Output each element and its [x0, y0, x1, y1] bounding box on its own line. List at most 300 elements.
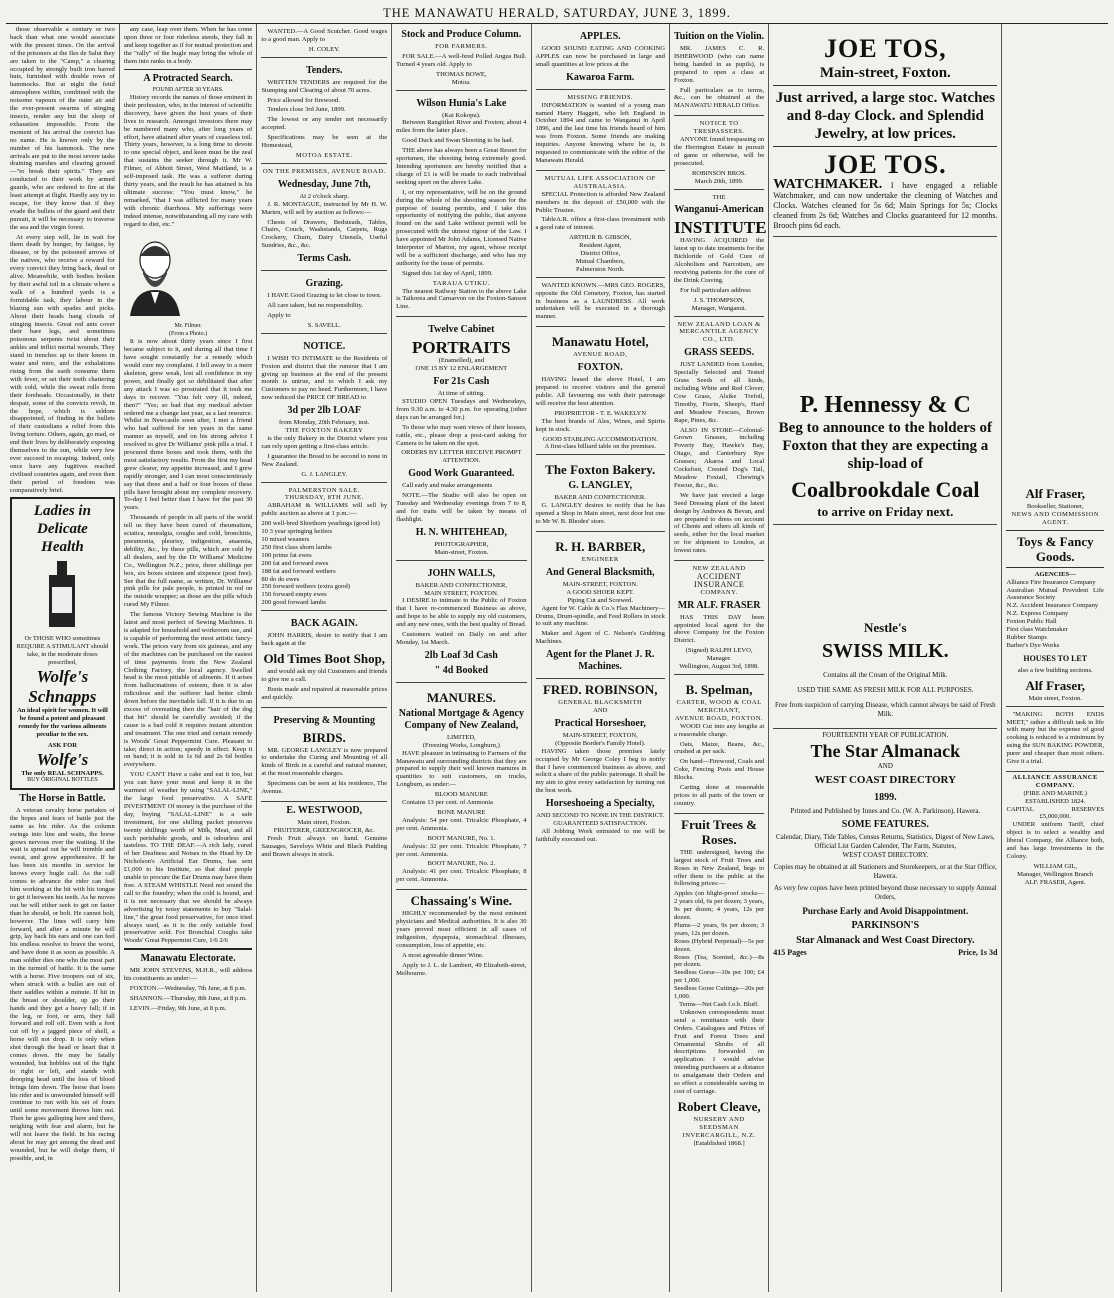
- ad-text: Contains all the Cream of the Original Milk.: [823, 671, 948, 679]
- ad-text: Main-street, Foxton.: [434, 548, 489, 556]
- ad-text: BONE MANURE: [437, 809, 486, 816]
- ad-headline: Purchase Early and Avoid Disappointment.: [802, 906, 969, 916]
- ad-text: MAIN-STREET, FOXTON.: [562, 580, 638, 588]
- ad-headline: " 4d Booked: [434, 664, 489, 676]
- ad-text: is the only Bakery in the District where you can rely upon getting a first-class article.: [261, 435, 388, 450]
- institute-ad: [673, 192, 767, 317]
- ad-text: PALMERSTON SALE.: [288, 486, 360, 494]
- column-7: [769, 24, 1002, 1292]
- manawatu-hotel-ad: [536, 329, 665, 455]
- lot-item: 100 prime fat ewes: [261, 551, 312, 559]
- ad-text: HAVING leased the above Hotel, I am prepared to receive visitors and the general public. All favouring me with their patronage will receive the best attention.: [535, 376, 665, 407]
- ad-text: I WISH TO INTIMATE to the Residents of Foxton and district that the rumour that I am giving up business at the end of the present month is untrue, and to which I ask my Customers to pay no heed. Furthermore, I have now reduced the PRICE OF BREAD to: [261, 354, 388, 402]
- ad-text: TableA.R. offers a first-class investment with a good rate of interest.: [535, 216, 665, 232]
- capital-label: CAPITAL: [1006, 805, 1034, 813]
- ad-signature: ALF. FRASER, Agent.: [1024, 878, 1086, 886]
- ad-text: The nearest Railway Station to the above Lake is Taikorea and Carnarvon on the Foxton-Sanson Line.: [396, 287, 527, 311]
- ad-headline: 1899.: [874, 792, 897, 803]
- hennessy-coal-ad: [773, 389, 997, 525]
- ad-headline: G. LANGLEY,: [568, 480, 633, 492]
- column-4: [392, 24, 531, 1292]
- blank-space: [773, 239, 997, 389]
- fruit-trees-ad: [674, 817, 764, 1148]
- ad-text: Manager.: [706, 655, 732, 663]
- ad-headline: The Star Almanack: [810, 741, 961, 761]
- article-text: Thousands of people in all parts of the world tell us they have been cured of rheumatism, sciatica, neuralgia, coughs and cold, bronchitis, pneumonia, pleurisy, indigestion, anaemia, debility, &c., by these pills, which are sold by all dealers, and by the Dr Williams' Medicine Co., Wellington N.Z.; price, three shillings per box, six boxes sixteen and sixpence (post free). See that the full name, as written, Dr. Williams' pink pills for pale people, is printed in red on the outside wrapper; as those are the pills which cured My Filmer.: [123, 514, 253, 609]
- lot-item: 150 forward empty ewes: [261, 591, 327, 599]
- ad-signature: ARTHUR B. GIBSON,: [569, 234, 632, 242]
- ad-text: A first-class billiard table on the premises.: [544, 443, 656, 451]
- page-count: 415 Pages: [773, 948, 807, 957]
- portrait-caption: (From a Photo.): [169, 330, 208, 337]
- ad-headline: R. H. BARBER,: [555, 538, 646, 554]
- meeting-item: SHANNON.—Thursday, 8th June, at 8 p.m.: [129, 994, 247, 1002]
- bottle-illustration: [42, 559, 82, 629]
- ad-text: Wellington, August 3rd, 1898.: [679, 663, 759, 671]
- ad-text: A GOOD SHOER KEPT.: [566, 588, 635, 596]
- ad-text: Piping Cut and Screwed.: [567, 596, 634, 604]
- ad-headline: Practical Horseshoer,: [554, 717, 646, 729]
- ad-text: MR. GEORGE LANGLEY is now prepared to undertake the Curing and Mounting of all kinds of Birds in a careful and natural manner, at the most reasonable charges.: [261, 746, 388, 778]
- ad-text: Analysis: 41 per cent. Tricalcic Phosphate, 8 per cent. Ammonia.: [396, 868, 527, 884]
- ad-signature: H. COLEY.: [308, 45, 340, 53]
- ad-text: NEWS AND COMMISSION AGENT.: [1011, 510, 1099, 526]
- ad-text: WANTED.—A Good Scutcher. Good wages to a good man. Apply to: [261, 28, 388, 43]
- ad-text: AND: [593, 707, 608, 715]
- ad-text: Good Duck and Swan Shooting to be had.: [402, 137, 514, 145]
- ad-text: The best brands of Ales, Wines, and Spirits kept in stock.: [535, 417, 665, 433]
- ad-text: Carting done at reasonable prices to all parts of the town or country.: [673, 784, 765, 807]
- ad-headline: Agent for the Planet J. R. Machines.: [546, 649, 655, 673]
- article-text: The famous Victory Sewing Machine is the latest and most perfect of Sewing Machines. It is adapted for household and workroom use, and is capable of performing the most artistic fancy-work. The prices vary from six guineas, and any of the machines can be purchased on the easiest of time payments from the New Zealand Clothing Factory, the local agency. Swelled head is the most pitiable of ailments. If it arises from hallucinations of esteem, then it is also ridiculous and the sufferer had better climb down before the inevitable fall. If it is due to an excess of overeating then the "hair of the dog that bit" should be carefully avoided; if the cause is a bad cold it requires instant attention and treatment. The one tried and certain remedy is Woods' Great Peppermint Cure. Pleasant to take; direct in action; speedy in effect. Keep it on hand; it is sold in 1s 6d and 2s 6d bottles everywhere.: [123, 611, 253, 769]
- ad-text: [Established 1868.]: [693, 1139, 745, 1147]
- capital-value: £5,000,000.: [1039, 813, 1071, 821]
- ad-text: On hand—Firewood, Coals and Coke, Fencing Posts and House Blocks.: [673, 758, 765, 782]
- lot-item: 250 first class shorn lambs: [261, 543, 332, 551]
- ad-headline: National Mortgage & Agency Company of New Zealand,: [398, 707, 524, 731]
- ad-text: At time of sitting.: [437, 390, 485, 398]
- ad-text: Main street, Foxton.: [297, 819, 351, 826]
- ad-headline: PORTRAITS: [412, 338, 511, 358]
- ad-headline: Nestle's: [864, 620, 907, 635]
- ad-text: PHOTOGRAPHER,: [434, 540, 489, 548]
- ad-text: BUY ORIGINAL BOTTLES: [27, 777, 98, 784]
- ad-text: INVERCARGILL, N.Z.: [682, 1131, 756, 1139]
- article-title: A Protracted Search.: [143, 72, 233, 84]
- ad-text: I HAVE Good Grazing to let close to town.: [267, 292, 382, 300]
- boot-shop-ad: [261, 613, 387, 707]
- tenders-ad: [261, 60, 387, 164]
- star-almanack-ad: [773, 731, 997, 957]
- ad-text: All Jobbing Work entrusted to me will be faithfully executed out.: [535, 828, 665, 843]
- agency-item: First class Watchmaker: [1006, 626, 1068, 634]
- ad-text: Maker and Agent of C. Nelson's Grubbing Machines.: [535, 630, 665, 646]
- ad-headline: Alf Fraser,: [1025, 677, 1085, 693]
- ad-signature: (Signed) RALPH LEVO,: [685, 647, 753, 655]
- ad-text: INFORMATION is wanted of a young man named Harry Haggett, who left England in October 1894 and came to Wanganui in April 1896, and the last time his friends heard of him was from Foxton. Some friends are making inquiries. Anyone knowing where he is, is requested to communicate with the editor of the Manawatu Herald.: [535, 101, 665, 164]
- ad-headline: Old Times Boot Shop,: [263, 650, 386, 666]
- ad-text: Palmerston North.: [576, 265, 625, 273]
- ad-text: For full particulars address: [679, 286, 751, 294]
- ad-headline: JOE TOS.: [824, 150, 947, 179]
- ad-text: and would ask my old Customers and friends to give me a call.: [261, 667, 388, 683]
- ad-headline: FOXTON.: [577, 362, 623, 374]
- ad-headline: SWISS MILK.: [821, 640, 949, 662]
- ad-text: AGENCIES—: [1034, 570, 1076, 578]
- ad-headline: Horseshoeing a Specialty,: [545, 798, 655, 810]
- ad-text: THE undersigned, having the largest stock of Fruit Trees and Roses in New Zealand, begs to offer them to the public at the following prices:—: [673, 848, 765, 888]
- ad-text: Calendar, Diary, Tide Tables, Census Returns, Statistics, Digest of New Laws, Official List Garden Calender, The Farm, Statutes,: [775, 833, 995, 850]
- ad-text: Apply to: [267, 311, 291, 319]
- agency-item: Foxton Public Hall: [1006, 618, 1057, 626]
- ad-text: Analysis: 54 per cent. Tricalcic Phosphate, 4 per cent. Ammonia.: [396, 816, 527, 832]
- article-text: It is now about thirty years since I first became subject to it, and during all that time I have sought constantly for a remedy which would cure my complaint. I fell away to a mere skeleton, grew weak, lost all confidence in my power, and finally got so debilitated that after any attack I was so prostrated that it took me days to recover. "You felt very ill, indeed, then?" "Yes; so bad that my medical adviser ordered me a change last year, as a last resource. Whilst in Newcastle soon after, I met a friend who had suffered for ten years in the same manner as myself, and on his strong advice I resolved to give Dr Williams' pink pills a trial. I procured three boxes and took them, with the most satisfactory results. From the first my head grew clearer, my appetite increased, and I grew rapidly stronger, and I can most conscientiously say that three and a half or four boxes of these pills have brought about my complete recovery. To-day I feel better than I have for the past 30 years.: [123, 338, 253, 512]
- ad-signature: THOMAS BOWE,: [436, 70, 487, 78]
- ad-headline: ALLIANCE ASSURANCE COMPANY.: [1012, 773, 1098, 789]
- wine-ad: [396, 893, 526, 977]
- blank-space: [1006, 26, 1104, 481]
- ad-headline: WATCHMAKER.: [773, 177, 883, 192]
- ad-text: MAIN-STREET, FOXTON,: [562, 731, 638, 739]
- ad-text: March 20th, 1899.: [694, 177, 744, 185]
- portrait-caption: Mr. Filmer.: [174, 323, 202, 330]
- mutual-life-ad: [536, 173, 665, 278]
- ad-text: (Freezing Works, Longburn,): [422, 741, 500, 749]
- ad-headline: HOUSES TO LET: [1023, 653, 1088, 663]
- ad-text: BOOT MANURE, No. 1.: [427, 834, 496, 842]
- ad-text: JUST LANDED from London, Specially Selected and Tested Grass Seeds of all kinds, including White and Red Clover, Cow Grass, Alsike Trefoil, Timothy, Fiorin, Sheep's, Hard and Meadow Fescues, Brown Rape, Pines, &c.: [673, 361, 765, 424]
- brand-name: Wolfe's: [36, 749, 89, 769]
- ad-text: HAVE pleasure in intimating to Farmers of the Manawatu and surrounding districts that they are prepared to supply their well known manures in quantities to suit customers, on trucks, Longburn, as under:—: [396, 749, 527, 789]
- ad-text: ABRAHAM & WILLIAMS will sell by public auction as above at 1 p.m.:—: [261, 502, 388, 518]
- ad-headline: SOME FEATURES.: [841, 819, 929, 830]
- ad-text: CARTER, WOOD & COAL MERCHANT,: [676, 699, 762, 714]
- joe-tos-ad: [773, 26, 997, 237]
- column-1: [6, 24, 120, 1292]
- lake-ad: [396, 93, 526, 318]
- ad-headline: Fruit Trees & Roses.: [681, 816, 757, 847]
- ad-headline: Ladies in: [33, 503, 91, 520]
- ad-headline: E. WESTWOOD,: [286, 805, 363, 816]
- blank-space: [773, 527, 997, 617]
- ad-text: UNDER uniform Tariff, chief object is to select a wealthy and liberal Company, the Alliance both, and has large Investments in the Colony.: [1006, 821, 1104, 860]
- article-subtitle: FOUND AFTER 30 YEARS.: [152, 86, 224, 93]
- column-2: [120, 24, 258, 1292]
- ad-text: Apply to J. L. de Lambert, 49 Elizabeth-street, Melbourne.: [396, 961, 527, 977]
- ad-text: Motoa.: [451, 78, 471, 86]
- wolfes-schnapps-ad: [10, 497, 115, 789]
- ad-text: Free from suspicion of carrying Disease, which cannot always be said of Fresh Milk.: [775, 701, 996, 718]
- ad-headline: The Foxton Bakery.: [545, 462, 656, 478]
- ad-headline: Delicate Health: [37, 521, 88, 556]
- agency-item: Australian Mutual Provident Life Assurance Society: [1006, 586, 1104, 602]
- ad-text: WEST COAST DIRECTORY.: [842, 851, 929, 859]
- ad-headline: H. N. WHITEHEAD,: [415, 526, 507, 538]
- lot-item: 10 3 year springing heifers: [261, 528, 333, 536]
- section-title: Stock and Produce Column.: [401, 29, 522, 40]
- lots-list: [261, 520, 387, 607]
- ad-signature: S. SAVELL.: [307, 321, 341, 329]
- ad-text: Chests of Drawers, Bedsteads, Tables, Chairs, Couch, Washstands, Carpets, Rugs Crockery, Churn, Dairy Utensils, Useful Sundries, &c., &c.: [261, 218, 388, 250]
- barber-engineer-ad: [536, 534, 665, 679]
- ad-text: G. LANGLEY desires to notify that he has opened a Shop in Main street, next door but one to Mr W. B. Rhodes' store.: [535, 502, 665, 526]
- ad-headline: And General Blacksmith,: [545, 566, 655, 578]
- ad-text: MR. JAMES C. R. ISHERWOOD (who can name being handed in as pupils), is prepared to open a class at Foxton.: [673, 45, 765, 84]
- agency-item: Alliance Fire Insurance Company: [1006, 578, 1096, 586]
- lot-item: 200 good forward lambs: [261, 599, 327, 607]
- ad-text: WOOD Cut into any lengths at a reasonable charge.: [673, 722, 765, 738]
- ad-text: Copies may be obtained at all Stationers and Storekeepers, or at the Star Office, Hawera.: [773, 863, 997, 880]
- ad-text: The lowest or any tender not necessarily accepted.: [261, 116, 388, 132]
- columns: [6, 24, 1108, 1292]
- ad-headline: NOTICE.: [303, 340, 346, 352]
- trespassers-ad: [674, 118, 764, 189]
- bird-mounting-ad: [261, 710, 387, 802]
- ad-text: ASK FOR: [47, 741, 77, 749]
- ad-headline: NOTICE TO TRESPASSERS.: [693, 120, 745, 136]
- ad-headline: FRED. ROBINSON,: [542, 682, 658, 698]
- fruit-price-list: [674, 890, 764, 1001]
- ad-text: "MAKING BOTH ENDS MEET," rather a difficult task in life with many but the expense of good cooking is reduced to a minimum by using the SUN BAKING POWDER, purer and cheaper than most others. Give it a trial.: [1006, 710, 1104, 766]
- alf-fraser-ad: [1006, 481, 1104, 707]
- ad-text: At 2 o'clock sharp.: [299, 192, 350, 200]
- ad-headline: P. Hennessy & C: [799, 392, 971, 418]
- ad-headline: MUTUAL LIFE ASSOCIATION OF AUSTRALASIA.: [544, 174, 656, 190]
- accident-insurance-ad: [674, 563, 764, 675]
- ad-text: PROPRIETOR - T. E. WAKELYN: [554, 409, 646, 417]
- lot-item: 188 fat and forward wethers: [261, 567, 336, 575]
- article-text: At every step will, lie in wait for them death by hunger, by fatigue, by disease, or by the poisoned arrows of the natives, who receive a reward for every convict they bring back, dead or alive. Meanwhile, with bodies broken by their awful toil in a climate where a walk of a hundred yards is a formidable task, they labour in the blazing sun with spades and picks. About their heads hang clouds of stinging insects. Great red ants cover their bare legs, and sometimes poisonous serpents twist about their ankles and inflict mortal wounds. They stand in trenches up to their knees in water and mire, and the exhalations rising from the earth consume them with fever, or set their teeth chattering with cold, while the sweat rolls from their foreheads. Occasionally, in their despair, some of the convicts revolt, in the hope, which is seldom disappointed, of finding in the bullets of their custodians a relief from this living torture. Others, again, go mad, or end their lives by deliberately exposing themselves to the sun, while very few ever succeed in escaping. Indeed, only once have any fugitives reached civilised countries again, and even then their period of freedom was comparatively brief.: [10, 233, 115, 494]
- ad-text: STUDIO OPEN Tuesdays and Wednesdays, from 9.30 a.m. to 4.30 p.m. for operating (other days can be arranged for.): [396, 398, 527, 421]
- ad-text: GOOD SOUND EATING AND COOKING APPLES can now be purchased in large and small quantities at low prices at the: [535, 45, 665, 68]
- baking-powder-ad: [1006, 709, 1104, 772]
- price-item: Seedless Gorse Cuttings—20s per 1,000.: [673, 985, 765, 1001]
- ad-text: Analysis: 32 per cent. Tricalcic Phosphate, 7 per cent. Ammonia.: [396, 842, 527, 858]
- ad-headline: Alf Fraser,: [1025, 486, 1085, 501]
- ad-text: The only REAL SCHNAPPS.: [21, 769, 104, 777]
- ad-text: BLOOD MANURE: [434, 791, 488, 799]
- lot-item: 200 well-bred Shorthorn yearlings (good lot): [261, 520, 380, 528]
- nestle-ad: [773, 617, 997, 729]
- ad-text: ALSO IN STORE—Colonial-Grown Grasses, including Poverty Bay, Hawke's Bay, Otago, and Canterbury Rye Grasses; Akaroa and Local Cocksfoot, Crested Dog's Tail, Meadow Foxtail, Chewing's Fescue, &c., &c.: [673, 426, 765, 489]
- ad-text: Manager, Wellington Branch: [1017, 870, 1094, 878]
- ad-headline: MISSING FRIENDS.: [567, 93, 634, 101]
- ad-text: (Opposite Border's Family Hotel).: [555, 739, 646, 747]
- ad-text: JOHN HARRIS, desire to notify that I am back again at the: [261, 632, 388, 648]
- ad-text: ENGINEER: [581, 555, 619, 563]
- ad-headline: Toys & Fancy Goods.: [1016, 533, 1094, 564]
- ad-text: THURSDAY, 8TH JUNE.: [284, 494, 364, 502]
- ad-text: to arrive on Friday next.: [817, 504, 954, 519]
- apples-ad: [536, 26, 665, 90]
- article-title: The Horse in Battle.: [19, 792, 106, 804]
- ad-headline: INSTITUTE: [673, 218, 767, 238]
- ad-text: Full particulars as to terms, &c., can be obtained at the MANAWATU HERALD Office.: [673, 86, 765, 110]
- ad-headline: Wanganui-American: [674, 204, 764, 216]
- ad-text: FRUITERER, GREENGROCER, &c.: [273, 826, 375, 834]
- ad-headline: Wednesday, June 7th,: [277, 178, 371, 190]
- ad-text: Fresh Fruit always on hand. Genuine Sausages, Saveloys White and Black Pudding and Brawn always in stock.: [261, 834, 388, 858]
- ad-text: (FIRE AND MARINE.): [1023, 789, 1087, 797]
- ad-text: (Kai Kokopu).: [442, 111, 481, 119]
- ad-headline: JOE TOS,: [824, 34, 947, 63]
- walls-bakery-ad: [396, 563, 526, 683]
- agency-item: N.Z. Accident Insurance Company: [1006, 602, 1099, 610]
- ad-text: Agent for W. Cable & Co.'s Flax Machinery—Drums, Drum-spindle, and Feed Rollers in stock to suit any machine.: [535, 604, 665, 628]
- ad-text: District Office,: [580, 250, 621, 258]
- ad-text: ANYONE found trespassing on the Herrington Estate in pursuit of game or otherwise, will be prosecuted.: [673, 136, 765, 167]
- article-text: YOU CAN'T Have a cake and eat it too, but you can have your meat and keep it in the warmest of weather by using "SALAL-LINE," the large food preservative. A SAFE INVESTMENT Of money is the purchase of the day, buying "SALAL-LINE" is a safe investment, for one shilling packet preserves twenty shillings worth of Milk, Meat, and all such perishable goods, and is odourless and tasteless. TO THE DEAF.—A rich lady, cured of her Deafness and Noises in the Head by Dr Nicholson's Artificial Ear Drums, has sent £1,000 to his Institute, so that deaf people unable to procure the Ear Drums may have them free. A STEAM WHISTLE Need not sound the call to the foundry; when the cold is bound, and it is not necessary that we should be always advertising by noisy statements to buy "Salal-line," the great food preservative, for once tried always used, as it is the only suitable food preservative sold. For Bronchial Coughs take Woods' Great Peppermint Cure, 1/6 2/6: [123, 771, 253, 945]
- ad-text: LIMITED,: [446, 733, 476, 741]
- ad-text: USED THE SAME AS FRESH MILK FOR ALL PURPOSES.: [797, 686, 974, 694]
- ad-text: ONE 15 BY 12 ENLARGEMENT: [415, 365, 508, 373]
- ad-text: AVENUE ROAD,: [573, 351, 628, 359]
- ad-text: THE above has always been a Great Resort for sportsmen, the shooting being extremely good. Intending sportsmen are hereby notified that a charge of £1 is will be made to each individual seeking sport on the above Lake.: [396, 147, 527, 186]
- ad-text: A most agreeable dinner Wine.: [402, 951, 484, 959]
- ad-text: SPECIAL Protection is afforded New Zealand members in the deposit of £50,000 with the Public Trustee.: [535, 190, 665, 214]
- ad-text: FOURTEENTH YEAR OF PUBLICATION.: [822, 731, 949, 739]
- masthead: [6, 0, 1108, 24]
- ad-signature: MOTOA ESTATE.: [295, 151, 353, 159]
- ad-text: NEW ZEALAND: [692, 565, 746, 573]
- grazing-ad: [261, 273, 387, 334]
- ad-text: GUARANTEED SATISFACTION.: [553, 820, 648, 828]
- ad-text: WANTED KNOWN.—MRS GEO. ROGERS, opposite the Old Cemetery, Foxton, has started in business as a LAUNDRESS. All work undertaken will be executed in a thorough manner.: [535, 281, 665, 321]
- ad-text: BAKER AND CONFECTIONER.: [554, 494, 646, 502]
- meeting-item: LEVIN.—Friday, 9th June, at 8 p.m.: [129, 1004, 227, 1012]
- lot-item: 80 do do ewes: [261, 575, 300, 583]
- ad-headline: Wilson Hunia's Lake: [416, 97, 507, 109]
- meeting-item: FOXTON.—Wednesday, 7th June, at 8 p.m.: [129, 985, 247, 993]
- article-title: Manawatu Electorate.: [140, 953, 236, 965]
- ad-text: I have engaged a reliable Watchmaker, and can now undertake the cleaning of Watches and Clocks. Watches cleaned for 5s 6d; Main Springs for 5s; Clocks cleaned from 2s 6d; Watches and Clocks guaranteed for 12 months. Brooch pins 6d each.: [773, 181, 998, 230]
- column-5: [532, 24, 670, 1292]
- ad-text: Oats, Maize, Beans, &c., crushed at per sack.: [673, 740, 765, 756]
- ad-text: Price allowed for firewood.: [267, 96, 340, 104]
- price-item: Apples (on blight-proof stocks—2 years old, 6s per dozen; 3 years, 9s per dozen; 4 years, 12s per dozen.: [673, 890, 765, 922]
- ad-text: Mutual Chambers,: [575, 257, 625, 265]
- ad-text: Main street, Foxton.: [1028, 694, 1082, 702]
- ad-text: THE FOXTON BAKERY: [285, 427, 364, 435]
- article-text: MR JOHN STEVENS, M.H.R., will address his constituents as under:—: [123, 967, 253, 983]
- ad-headline: WEST COAST DIRECTORY: [814, 774, 957, 786]
- alliance-ad: [1006, 774, 1104, 887]
- manures-ad: [396, 685, 526, 890]
- robinson-blacksmith-ad: [536, 682, 665, 844]
- ad-text: As very few copies have been printed beyond those necessary to supply Annual Orders,: [773, 884, 997, 901]
- ad-headline: MR ALF. FRASER: [677, 599, 761, 611]
- ad-headline: MANURES.: [426, 689, 496, 705]
- ad-text: Boots made and repaired at reasonable prices and quickly.: [261, 685, 388, 701]
- lot-item: 10 mixed weaners: [261, 535, 310, 543]
- ad-text: Customers waited on Daily on and after Monday, 1st March.: [396, 631, 527, 646]
- ad-text: J. R. MONTAGUE, instructed by Mr H. W. Marten, will sell by auction as follows:—: [261, 200, 388, 216]
- price-item: Roses (Hybrid Perpetual)—5s per dozen.: [673, 937, 765, 953]
- lot-item: 250 forward wethers (extra good): [261, 583, 350, 591]
- price-item: Seedless Gorse—10s per 100; £4 per 1,000.: [673, 969, 765, 985]
- ad-headline: B. Spelman,: [685, 682, 753, 697]
- bakery-notice-ad: [261, 336, 387, 483]
- ad-text: I guarantee the Bread to be second to none in New Zealand.: [261, 452, 388, 468]
- ad-text: HAVING ACQUIRED the latest up to date treatments for the Bichloride of Gold Cure of Alcoholism and Narcotism, are receiving patients for the cure of the Drink Craving.: [673, 237, 765, 284]
- ad-text: THE: [712, 193, 726, 201]
- laundress-ad: [536, 280, 665, 328]
- agency-item: Barber's Dye Works: [1006, 641, 1060, 649]
- ad-text: ON THE PREMISES, AVENUE ROAD.: [262, 167, 386, 175]
- ad-text: AVENUE ROAD, FOXTON.: [675, 714, 764, 722]
- ad-text: Tenders close 3rd June, 1899.: [267, 106, 346, 114]
- ad-headline: ACCIDENT INSURANCE: [693, 571, 745, 589]
- article-text: those observable a century or two back than what one would associate with the present times. On the arrival of the prisoners at the Iles de Salut they are taken to the "Camp," a clearing occupied by strongly built iron barred huts, furnished with double rows of hammocks. But at night the fetid atmosphere within, combined with the noisome vapours of the outer air and the ever-present swarms of stinging insects, render any but the sleep of exhaustion impossible. From the moment of his arrival the convict has no name. He is known only by the number of his hammock. The new arrivals are put to the most severe tasks draining marshes and clearing ground—"to break their spirits." They are conducted to their work by armed guards, who are ordered to fire at the least attempt at flight. Hardly any try to escape, for they know that if they evade the bullets of the guard and their pursuit, it will be necessary to traverse the sea and the virgin forest.: [10, 26, 115, 231]
- ad-headline: Grazing.: [305, 278, 343, 290]
- ad-text: To those who may want views of their houses, cattle, etc., please drop a post-card asking for Camera to be taken on the spot.: [396, 423, 527, 447]
- auction-ad: [261, 166, 387, 271]
- column-8: [1002, 24, 1108, 1292]
- ad-headline: Tenders.: [305, 64, 343, 76]
- ad-headline: Preserving & Mounting: [273, 714, 375, 726]
- ad-headline: Manawatu Hotel,: [551, 334, 649, 350]
- ad-headline: APPLES.: [579, 31, 621, 42]
- ad-text: MAIN STREET, FOXTON.: [424, 589, 499, 597]
- ad-text: Unknown correspondents must send a remittance with their Orders. Catalogues and Prices of Fruit and Forest Trees and Ornamental Shrubs of all descriptions forwarded on application. I would advise intending purchasers at a distance to amalgamate their Orders and so effect a considerable saving in cost of carriage.: [673, 1008, 765, 1095]
- ad-text: NEW ZEALAND LOAN & MERCANTILE AGENCY CO., LTD.: [677, 320, 761, 344]
- ad-text: (Enamelled), and: [438, 357, 485, 365]
- ad-text: Specimens can be seen at his residence, The Avenue.: [261, 780, 388, 796]
- wanted-ad: [261, 26, 387, 58]
- reserves-label: RESERVES: [1071, 805, 1104, 813]
- ad-text: BOOT MANURE, No. 2.: [427, 860, 496, 868]
- ad-headline: BIRDS.: [302, 729, 346, 745]
- ad-text: Or THOSE WHO sometimes REQUIRE A STIMULANT should take, in the moderate doses prescribed,: [16, 635, 109, 667]
- ad-text: ORDERS BY LETTER RECEIVE PROMPT ATTENTION.: [401, 449, 522, 465]
- ad-text: GENERAL BLACKSMITH: [558, 699, 643, 707]
- ad-headline: Twelve Cabinet: [428, 324, 495, 336]
- section-subtitle: FOR FARMERS.: [435, 43, 488, 50]
- lot-item: 200 fat and forward ewes: [261, 559, 329, 567]
- ad-headline: JOHN WALLS,: [427, 567, 496, 579]
- ad-text: Signed this 1st day of April, 1899.: [402, 269, 493, 277]
- article-text: any case, leap over them. When he has come upon three or four riderless steeds, they fall in and keep together as if for mutual protection and the "rally" of the bugle may bring the whole of them into ranks in a body.: [123, 26, 253, 65]
- almanack-footer: [773, 949, 997, 957]
- article-text: A veteran cavalry horse partakes of the hopes and fears of battle just the same as his rider. As the column swings into line and waits, the horse grows nervous over the waiting. If the wait is spread out he will tremble and sweat, and grow apprehensive. If he has been six months in service he knows every bugle call. As the call comes to advance the rider can feel him working at the bit with his tongue to get it between his teeth. As he moves out he will either seek to get on faster than he should, or bolt. He cannot bolt, however. The lines will carry him forward, and after a minute he will grip, lay back his ears and one can feel his endless resolve to brave the worst, and have done it as soon as possible. A man soldier dies one who the most part in the turmoil of battle. It is the same with a horse. Five troopers out of six, when struck with a bullet are out of their saddles within a minute. If hit in the breast or shoulder, up go their hands and they get a heavy fall; if in the leg, or foot, or arm, they fall forward and roll off. Even with a foot cut off by a jagged piece of shell, a horse will not drop. It is only when shot through the head or heart that it comes down. He may be fatally wounded, but hobbles out of the fight to right or left, and stands with drooping head until the loss of blood brings him down. The horse that loses his rider and is unwounded himself will continue to run with his set of fours until some movement throws him out. Then he goes galloping here and there, neighing with fear and alarm, but he will not leave the field. In his racing about he may get among the dead and wounded, but he will dodge them, if possible, and, in: [10, 806, 115, 1162]
- ad-text: Call early and make arrangements: [402, 482, 493, 490]
- product-name: Schnapps: [28, 687, 97, 706]
- ad-headline: Beg to announce to the holders of Foxton that they are expecting a ship-load of: [778, 420, 992, 472]
- price: Price, 1s 3d: [958, 948, 998, 957]
- ad-text: Manager, Wanganui.: [691, 304, 747, 312]
- ad-text: Bookseller, Stationer,: [1026, 503, 1084, 510]
- price-item: Roses (Tea, Scented, &c.)—8s per dozen.: [673, 953, 765, 969]
- ad-headline: Good Work Guaranteed.: [408, 468, 515, 480]
- ad-text: Between Rangitikei River and Foxton; about 4 miles from the latter place.: [396, 119, 527, 135]
- ad-headline: GRASS SEEDS.: [684, 347, 755, 359]
- column-3: [257, 24, 392, 1292]
- agency-item: N.Z. Express Company: [1006, 610, 1069, 618]
- ad-headline: 3d per 2lb LOAF: [287, 405, 361, 417]
- column-6: [670, 24, 769, 1292]
- ad-text: NOTE.—The Studio will also be open on Tuesday and Wednesday evenings from 7 to 8, and for traits will be taken by means of flashlight.: [396, 492, 527, 523]
- westwood-ad: [261, 805, 387, 859]
- ad-text: Specifications may be seen at the Homestead,: [261, 134, 388, 150]
- brand-name: Wolfe's: [36, 667, 89, 686]
- portrait-illustration: [124, 234, 186, 316]
- ad-signature: ROBINSON BROS.: [691, 169, 747, 177]
- capital-row: [1006, 806, 1104, 814]
- violin-ad: [674, 26, 764, 116]
- ad-signature: J. S. THOMPSON,: [693, 296, 745, 304]
- ad-text: BAKER AND CONFECTIONER,: [415, 581, 508, 589]
- ad-headline: Tuition on the Violin.: [673, 31, 765, 42]
